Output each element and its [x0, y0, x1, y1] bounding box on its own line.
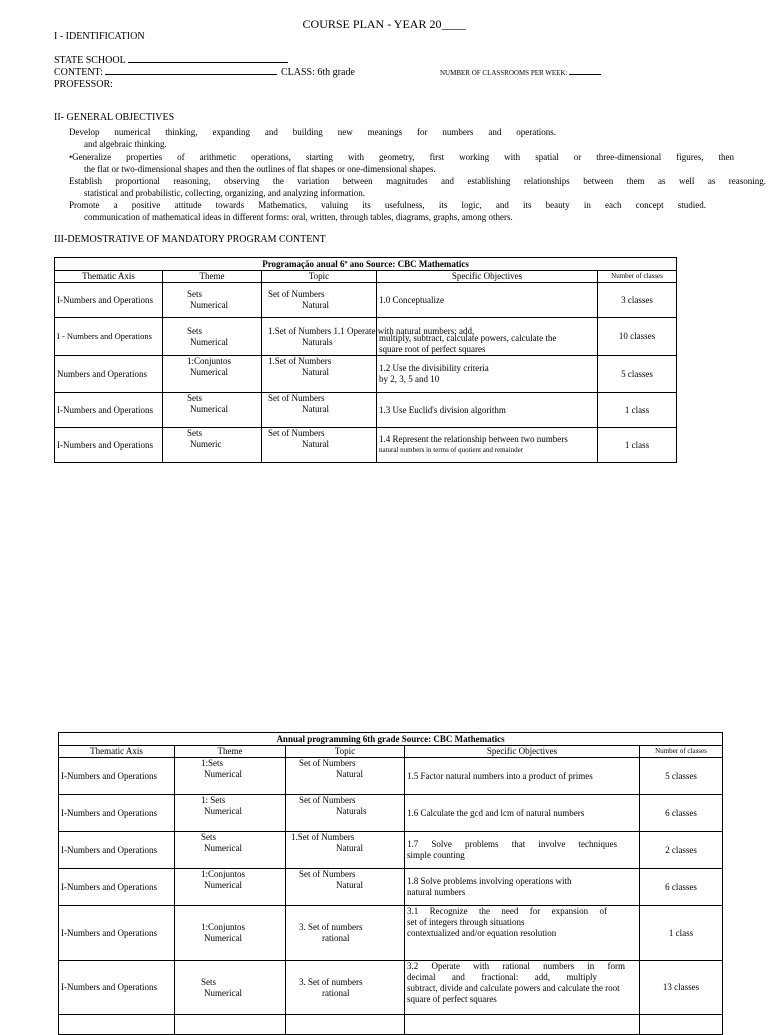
classrooms-label: NUMBER OF CLASSROOMS PER WEEK: — [440, 69, 568, 77]
objective-item: •Generalize properties of arithmetic operations, starting with geometry, first working with spatial or three-dimensional figures, then the flat or two-dimensional shapes and then the outlines of flat shapes or one-dimensional shapes. — [69, 152, 734, 174]
axis-cell: I-Numbers and Operations — [55, 283, 163, 318]
classes-cell: 5 classes — [640, 758, 723, 795]
table-caption: Programação anual 6º ano Source: CBC Mathematics — [55, 258, 677, 271]
page-title: COURSE PLAN - YEAR 20____ — [302, 17, 466, 31]
theme-cell: 1:Conjuntos Numerical — [175, 906, 286, 961]
classrooms-field[interactable] — [440, 68, 601, 78]
table-row — [55, 428, 677, 463]
empty-cell — [175, 1015, 286, 1035]
theme-cell: 1:Sets Numerical — [175, 758, 286, 795]
state-school-line — [128, 62, 288, 63]
objective-item: Develop numerical thinking, expanding and building new meanings for numbers and operations. and algebraic thinking. — [69, 127, 556, 149]
theme-cell: Sets Numerical — [175, 961, 286, 1015]
column-header: Thematic Axis — [55, 271, 163, 283]
axis-cell: I-Numbers and Operations — [59, 795, 175, 832]
classes-cell: 6 classes — [640, 869, 723, 906]
column-header: Theme — [175, 746, 286, 758]
theme-cell: Sets Numeric — [163, 428, 262, 463]
column-header: Number of classes — [640, 746, 723, 758]
classes-cell: 10 classes — [598, 318, 677, 356]
content-label: CONTENT: — [54, 67, 103, 78]
theme-cell: Sets Numerical — [163, 318, 262, 356]
classes-cell: 13 classes — [640, 961, 723, 1015]
empty-cell — [405, 1015, 640, 1035]
axis-cell: Numbers and Operations — [55, 356, 163, 393]
section-identification: I - IDENTIFICATION — [54, 31, 145, 42]
empty-cell — [59, 1015, 175, 1035]
axis-cell: I-Numbers and Operations — [59, 961, 175, 1015]
axis-cell: I-Numbers and Operations — [55, 393, 163, 428]
axis-cell: I-Numbers and Operations — [59, 758, 175, 795]
section-objectives: II- GENERAL OBJECTIVES — [54, 112, 175, 123]
table-row — [59, 906, 723, 961]
axis-cell: I-Numbers and Operations — [59, 832, 175, 869]
topic-cell: 1.Set of Numbers 1.1 Operate with natural numbers: add, Naturals — [262, 318, 377, 356]
classes-cell: 6 classes — [640, 795, 723, 832]
state-school-field[interactable] — [54, 55, 288, 67]
topic-cell: Set of Numbers Natural — [262, 428, 377, 463]
professor-label: PROFESSOR: — [54, 79, 113, 90]
column-header: Thematic Axis — [59, 746, 175, 758]
classes-cell: 5 classes — [598, 356, 677, 393]
empty-cell — [640, 1015, 723, 1035]
content-line — [105, 74, 277, 75]
table-caption: Annual programming 6th grade Source: CBC Mathematics — [59, 733, 723, 746]
content-field[interactable] — [54, 67, 277, 79]
objective-cell: 1.0 Conceptualize — [377, 283, 598, 318]
axis-cell: I-Numbers and Operations — [59, 906, 175, 961]
objective-item: Promote a positive attitude towards Mathematics, valuing its usefulness, its logic, and its beauty in each concept studied. communication of mathematical ideas in different forms: oral, written, through tables, diagrams, graphs, among others. — [69, 200, 706, 222]
objective-cell: 1.3 Use Euclid's division algorithm — [377, 393, 598, 428]
program-table-2 — [58, 732, 723, 1035]
topic-cell: 1.Set of Numbers Natural — [286, 832, 405, 869]
section-program-content: III-DEMOSTRATIVE OF MANDATORY PROGRAM CONTENT — [54, 234, 326, 245]
objective-cell: 1.4 Represent the relationship between two numbers natural numbers in terms of quotient and remainder — [377, 428, 598, 463]
classes-cell: 1 class — [598, 393, 677, 428]
objective-cell: 3.1 Recognize the need for expansion of set of integers through situations contextualized and/or equation resolution — [405, 906, 640, 961]
classes-cell: 1 class — [598, 428, 677, 463]
theme-cell: 1:Conjuntos Numerical — [175, 869, 286, 906]
table-row — [59, 1015, 723, 1035]
topic-cell: Set of Numbers Naturals — [286, 795, 405, 832]
theme-cell: 1:Conjuntos Numerical — [163, 356, 262, 393]
objective-cell: 1.6 Calculate the gcd and lcm of natural numbers — [405, 795, 640, 832]
theme-cell: Sets Numerical — [163, 393, 262, 428]
table-row — [55, 283, 677, 318]
topic-cell: Set of Numbers Natural — [286, 758, 405, 795]
classrooms-line — [569, 74, 601, 75]
topic-cell: Set of Numbers Natural — [262, 283, 377, 318]
objective-cell: multiply, subtract, calculate powers, calculate the square root of perfect squares — [377, 318, 598, 356]
objective-cell: 1.5 Factor natural numbers into a product of primes — [405, 758, 640, 795]
axis-cell: I-Numbers and Operations — [59, 869, 175, 906]
objective-cell: 1.2 Use the divisibility criteria by 2, 3, 5 and 10 — [377, 356, 598, 393]
table-row — [55, 356, 677, 393]
column-header: Specific Objectives — [405, 746, 640, 758]
objective-item: Establish proportional reasoning, observing the variation between magnitudes and establishing relationships between them as well as reasoning. statistical and probabilistic, collecting, organizing, and analyzing information. — [69, 176, 766, 198]
topic-cell: Set of Numbers Natural — [286, 869, 405, 906]
topic-cell: 1.Set of Numbers Natural — [262, 356, 377, 393]
theme-cell: 1: Sets Numerical — [175, 795, 286, 832]
column-header: Theme — [163, 271, 262, 283]
objective-cell: 3.2 Operate with rational numbers in form decimal and fractional: add, multiply subtract, divide and calculate powers and calculate the root square of perfect squares — [405, 961, 640, 1015]
theme-cell: Sets Numerical — [163, 283, 262, 318]
classes-cell: 3 classes — [598, 283, 677, 318]
classes-cell: 1 class — [640, 906, 723, 961]
column-header: Number of classes — [598, 271, 677, 283]
topic-cell: 3. Set of numbers rational — [286, 906, 405, 961]
state-school-label: STATE SCHOOL — [54, 55, 126, 66]
table-row — [59, 961, 723, 1015]
axis-cell: I-Numbers and Operations — [55, 428, 163, 463]
table-row — [55, 393, 677, 428]
topic-cell: Set of Numbers Natural — [262, 393, 377, 428]
table-row — [59, 832, 723, 869]
program-table-1 — [54, 257, 677, 463]
column-header: Topic — [262, 271, 377, 283]
axis-cell: I - Numbers and Operations — [55, 318, 163, 356]
empty-cell — [286, 1015, 405, 1035]
classes-cell: 2 classes — [640, 832, 723, 869]
table-row — [59, 869, 723, 906]
table-row — [59, 795, 723, 832]
objective-cell: 1.7 Solve problems that involve techniques simple counting — [405, 832, 640, 869]
column-header: Specific Objectives — [377, 271, 598, 283]
table-row — [59, 758, 723, 795]
column-header: Topic — [286, 746, 405, 758]
table-row — [55, 318, 677, 356]
objective-cell: 1.8 Solve problems involving operations with natural numbers — [405, 869, 640, 906]
theme-cell: Sets Numerical — [175, 832, 286, 869]
class-label: CLASS: 6th grade — [281, 67, 355, 78]
topic-cell: 3. Set of numbers rational — [286, 961, 405, 1015]
